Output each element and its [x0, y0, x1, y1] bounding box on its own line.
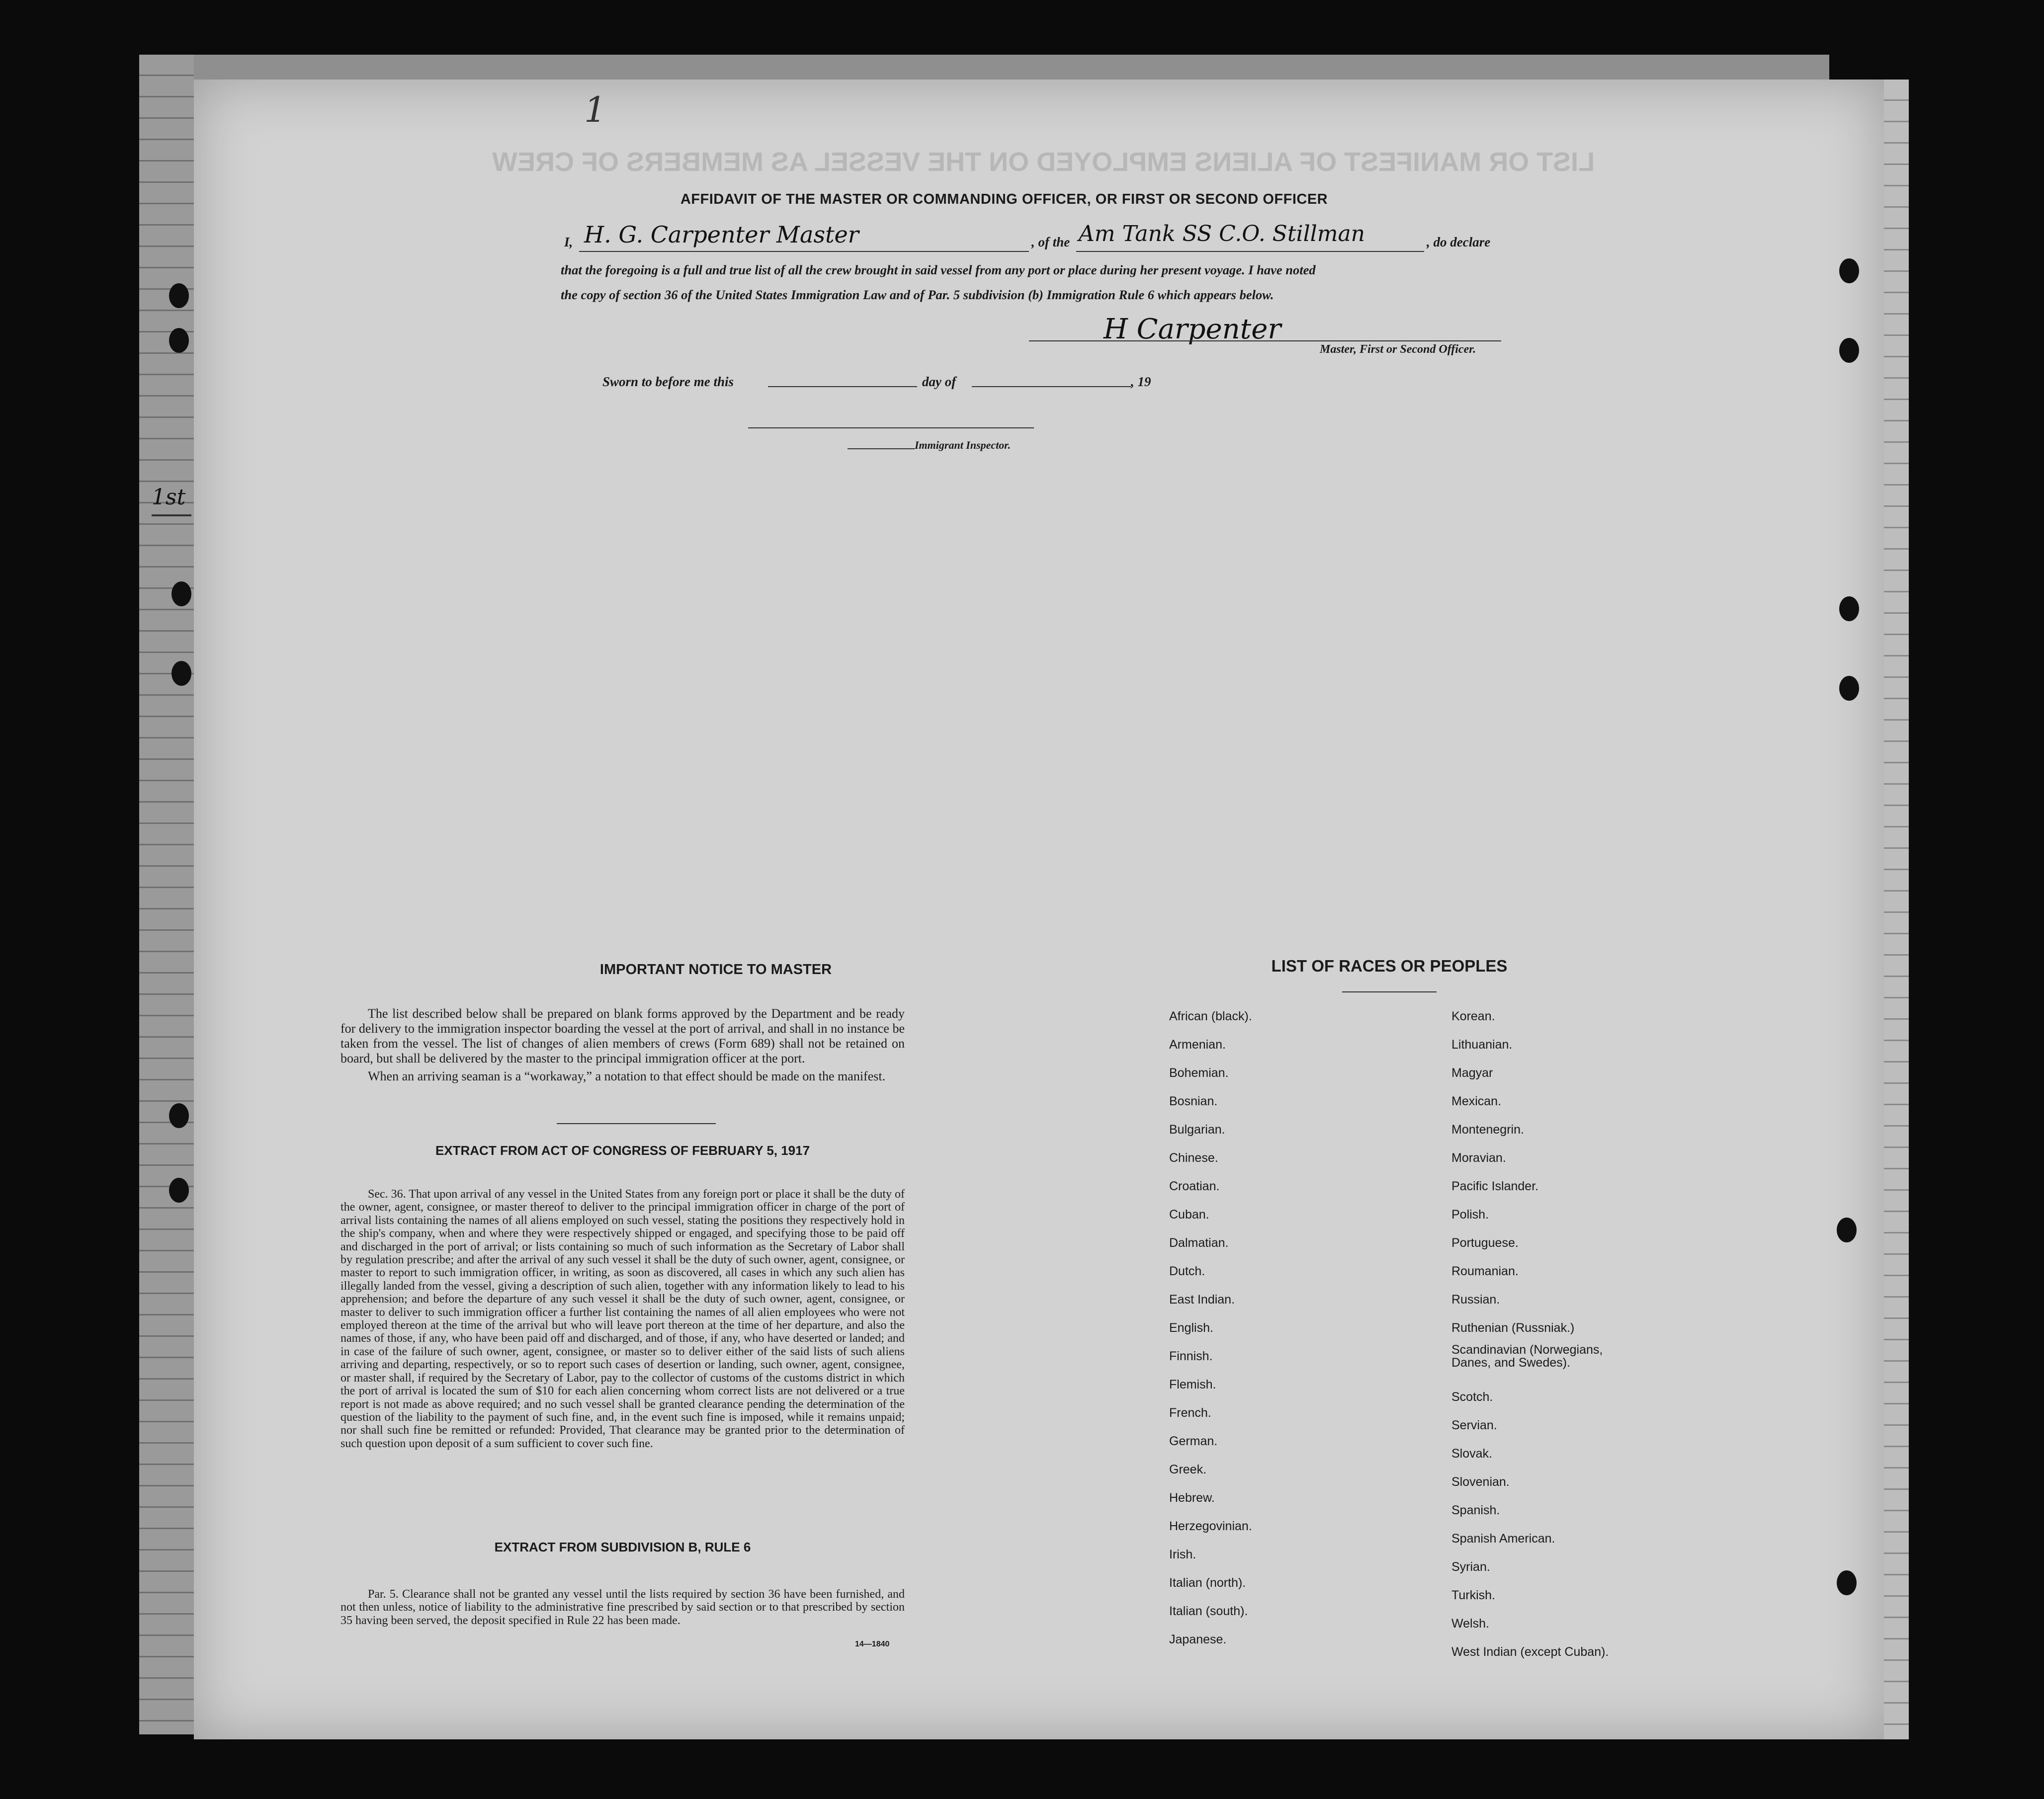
race-item-right-15: Slovak.: [1451, 1447, 1492, 1461]
margin-note-underline: [152, 514, 191, 516]
affidavit-line1-mid: , of the: [1031, 235, 1070, 249]
notice-paragraph-1: The list described below shall be prepared on blank forms approved by the Department and be ready for delivery to the immigration inspector boarding the vessel at the port of arrival, and shall in no instance be taken from the vessel. The list of changes of alien members of crews (Form 689) shall not be retained on board, but shall be delivered by the master to the principal immigration officer at the port.: [341, 1006, 905, 1065]
races-left-column: [1169, 1002, 1252, 1654]
sworn-date-line: [768, 386, 917, 387]
race-item-left-9: Dutch.: [1169, 1264, 1205, 1278]
race-item-right-19: Syrian.: [1451, 1560, 1490, 1574]
race-item-right-11: Ruthenian (Russniak.): [1451, 1321, 1575, 1335]
race-item-right-22: West Indian (except Cuban).: [1451, 1645, 1609, 1659]
races-title-underline: [1342, 991, 1437, 992]
paragraph-5-text: Par. 5. Clearance shall not be granted any vessel until the lists required by section 36 have been furnished, and not then unless, notice of liability to the administrative fine prescribed by said section or to that prescribed by section 35 having been served, the deposit specified in Rule 22 has been made.: [341, 1588, 905, 1627]
top-mark: 1: [584, 89, 606, 130]
extract1-title: EXTRACT FROM ACT OF CONGRESS OF FEBRUARY 5, 1917: [435, 1143, 810, 1158]
punch-hole: [1837, 1570, 1857, 1595]
race-item-left-2: Bohemian.: [1169, 1066, 1229, 1080]
punch-hole: [1837, 1218, 1857, 1242]
notice-divider: [557, 1123, 716, 1124]
race-item-right-2: Magyar: [1451, 1066, 1493, 1080]
extract1-body: [341, 1188, 905, 1453]
punch-hole: [169, 283, 189, 308]
bleed-through-header: LIST OR MANIFEST OF ALIENS EMPLOYED ON THE VESSEL AS MEMBERS OF CREW: [492, 147, 1595, 177]
race-item-right-9: Roumanian.: [1451, 1264, 1519, 1278]
inspector-line: [848, 448, 915, 449]
punch-hole: [1839, 676, 1859, 701]
race-item-left-20: Italian (north).: [1169, 1576, 1246, 1590]
punch-hole: [171, 581, 191, 606]
race-item-right-0: Korean.: [1451, 1009, 1495, 1023]
race-item-left-15: German.: [1169, 1434, 1218, 1448]
signature-caption: Master, First or Second Officer.: [1320, 343, 1476, 356]
race-item-left-1: Armenian.: [1169, 1038, 1226, 1052]
inspector-caption: Immigrant Inspector.: [915, 439, 1011, 451]
affidavit-line3: the copy of section 36 of the United States Immigration Law and of Par. 5 subdivision (b) Immigration Rule 6 which appears below.: [561, 287, 1274, 302]
race-item-right-12: Scandinavian (Norwegians, Danes, and Swedes).: [1451, 1343, 1603, 1370]
race-item-right-4: Montenegrin.: [1451, 1123, 1524, 1137]
notice-body: [341, 1006, 905, 1087]
race-item-right-21: Welsh.: [1451, 1617, 1489, 1631]
punch-hole: [169, 1103, 189, 1128]
race-item-left-8: Dalmatian.: [1169, 1236, 1229, 1250]
race-item-right-1: Lithuanian.: [1451, 1038, 1513, 1052]
race-item-right-10: Russian.: [1451, 1293, 1500, 1307]
race-item-right-8: Portuguese.: [1451, 1236, 1519, 1250]
affidavit-line1-suffix: , do declare: [1427, 235, 1491, 249]
race-item-right-6: Pacific Islander.: [1451, 1179, 1539, 1193]
punch-hole: [169, 1178, 189, 1203]
race-item-left-11: English.: [1169, 1321, 1213, 1335]
race-item-right-20: Turkish.: [1451, 1588, 1495, 1602]
master-name-line: [579, 251, 1029, 252]
punch-hole: [171, 661, 191, 686]
race-item-left-4: Bulgarian.: [1169, 1123, 1225, 1137]
sworn-month-line: [972, 386, 1131, 387]
race-item-left-7: Cuban.: [1169, 1208, 1209, 1222]
race-item-right-7: Polish.: [1451, 1208, 1489, 1222]
signature-line: [1029, 340, 1501, 341]
race-item-left-19: Irish.: [1169, 1548, 1196, 1561]
sworn-day-label: day of: [922, 374, 956, 389]
races-right-column: [1451, 1002, 1640, 1666]
affidavit-vessel-name: Am Tank SS C.O. Stillman: [1079, 221, 1365, 246]
race-item-left-14: French.: [1169, 1406, 1211, 1420]
race-item-right-14: Servian.: [1451, 1418, 1497, 1432]
race-item-right-13: Scotch.: [1451, 1390, 1493, 1404]
right-ledger-edge: [1884, 80, 1909, 1739]
punch-hole: [169, 328, 189, 353]
affidavit-master-name: H. G. Carpenter Master: [584, 221, 859, 248]
notice-paragraph-2: When an arriving seaman is a “workaway,” a notation to that effect should be made on the manifest.: [368, 1069, 886, 1083]
inspector-line-top: [748, 427, 1034, 428]
race-item-left-16: Greek.: [1169, 1463, 1207, 1476]
vessel-name-line: [1076, 251, 1424, 252]
race-item-right-3: Mexican.: [1451, 1094, 1502, 1108]
punch-hole: [1839, 258, 1859, 283]
race-item-left-13: Flemish.: [1169, 1378, 1216, 1391]
race-item-right-16: Slovenian.: [1451, 1475, 1510, 1489]
race-item-right-5: Moravian.: [1451, 1151, 1506, 1165]
race-item-right-17: Spanish.: [1451, 1503, 1500, 1517]
section-36-text: Sec. 36. That upon arrival of any vessel in the United States from any foreign port or place it shall be the duty of the owner, agent, consignee, or master thereof to deliver to the principal immigration officer in charge of the port of arrival lists containing the names of all aliens employed on such vessel, stating the positions they respectively hold in the ship's company, when and where they were respectively shipped or engaged, and specifying those to be paid off and discharged in the port of arrival; or lists containing so much of such information as the Secretary of Labor shall by regulation prescribe; and after the arrival of any such vessel it shall be the duty of such owner, agent, consignee, or master to report to such immigration officer, in writing, as soon as discovered, all cases in which any such alien has illegally landed from the vessel, giving a description of such alien, together with any information likely to lead to his apprehension; and before the departure of any such vessel it shall be the duty of such owner, agent, consignee, or master to deliver to such immigration officer a further list containing the names of all alien employees who were not employed thereon at the time of the arrival but who will leave port thereon at the time of her departure, and also the names of those, if any, who have been paid off and discharged, and of those, if any, who have deserted or landed; and in case of the failure of such owner, agent, consignee, or master so to deliver either of the said lists of such aliens arriving and departing, respectively, or so to report such cases of desertion or landing, such owner, agent, consignee, or master shall, if required by the Secretary of Labor, pay to the collector of customs of the customs district in which the port of arrival is located the sum of $10 for each alien concerning whom correct lists are not delivered or a true report is not made as above required; and no such vessel shall be granted clearance pending the determination of the question of the liability to the payment of such fine, and, in the event such fine is imposed, while it remains unpaid; nor shall such fine be remitted or refunded: Provided, That clearance may be granted prior to the determination of such question upon deposit of a sum sufficient to cover such fine.: [341, 1188, 905, 1450]
affidavit-line2: that the foregoing is a full and true list of all the crew brought in said vessel from any port or place during her present voyage. I have noted: [561, 262, 1316, 277]
race-item-left-22: Japanese.: [1169, 1633, 1227, 1646]
race-item-left-10: East Indian.: [1169, 1293, 1235, 1307]
margin-note: 1st: [152, 485, 186, 510]
race-item-left-18: Herzegovinian.: [1169, 1519, 1252, 1533]
race-item-left-3: Bosnian.: [1169, 1094, 1218, 1108]
sworn-year-label: , 19: [1131, 374, 1151, 389]
race-item-left-0: African (black).: [1169, 1009, 1252, 1023]
form-number: 14—1840: [855, 1640, 890, 1648]
master-signature: H Carpenter: [1104, 313, 1281, 345]
race-item-left-5: Chinese.: [1169, 1151, 1218, 1165]
race-item-left-21: Italian (south).: [1169, 1604, 1248, 1618]
affidavit-title: AFFIDAVIT OF THE MASTER OR COMMANDING OFFICER, OR FIRST OR SECOND OFFICER: [680, 191, 1328, 207]
race-item-left-12: Finnish.: [1169, 1349, 1213, 1363]
race-item-right-18: Spanish American.: [1451, 1532, 1555, 1546]
race-item-left-6: Croatian.: [1169, 1179, 1220, 1193]
punch-hole: [1839, 596, 1859, 621]
sworn-prefix: Sworn to before me this: [602, 374, 734, 389]
extract2-body: [341, 1588, 905, 1630]
extract2-title: EXTRACT FROM SUBDIVISION B, RULE 6: [494, 1540, 751, 1554]
races-title: LIST OF RACES OR PEOPLES: [1271, 957, 1508, 975]
notice-title: IMPORTANT NOTICE TO MASTER: [599, 962, 832, 978]
race-item-left-17: Hebrew.: [1169, 1491, 1215, 1505]
ledger-edge: [139, 55, 194, 1734]
affidavit-line1-prefix: I,: [564, 235, 573, 249]
punch-hole: [1839, 338, 1859, 363]
